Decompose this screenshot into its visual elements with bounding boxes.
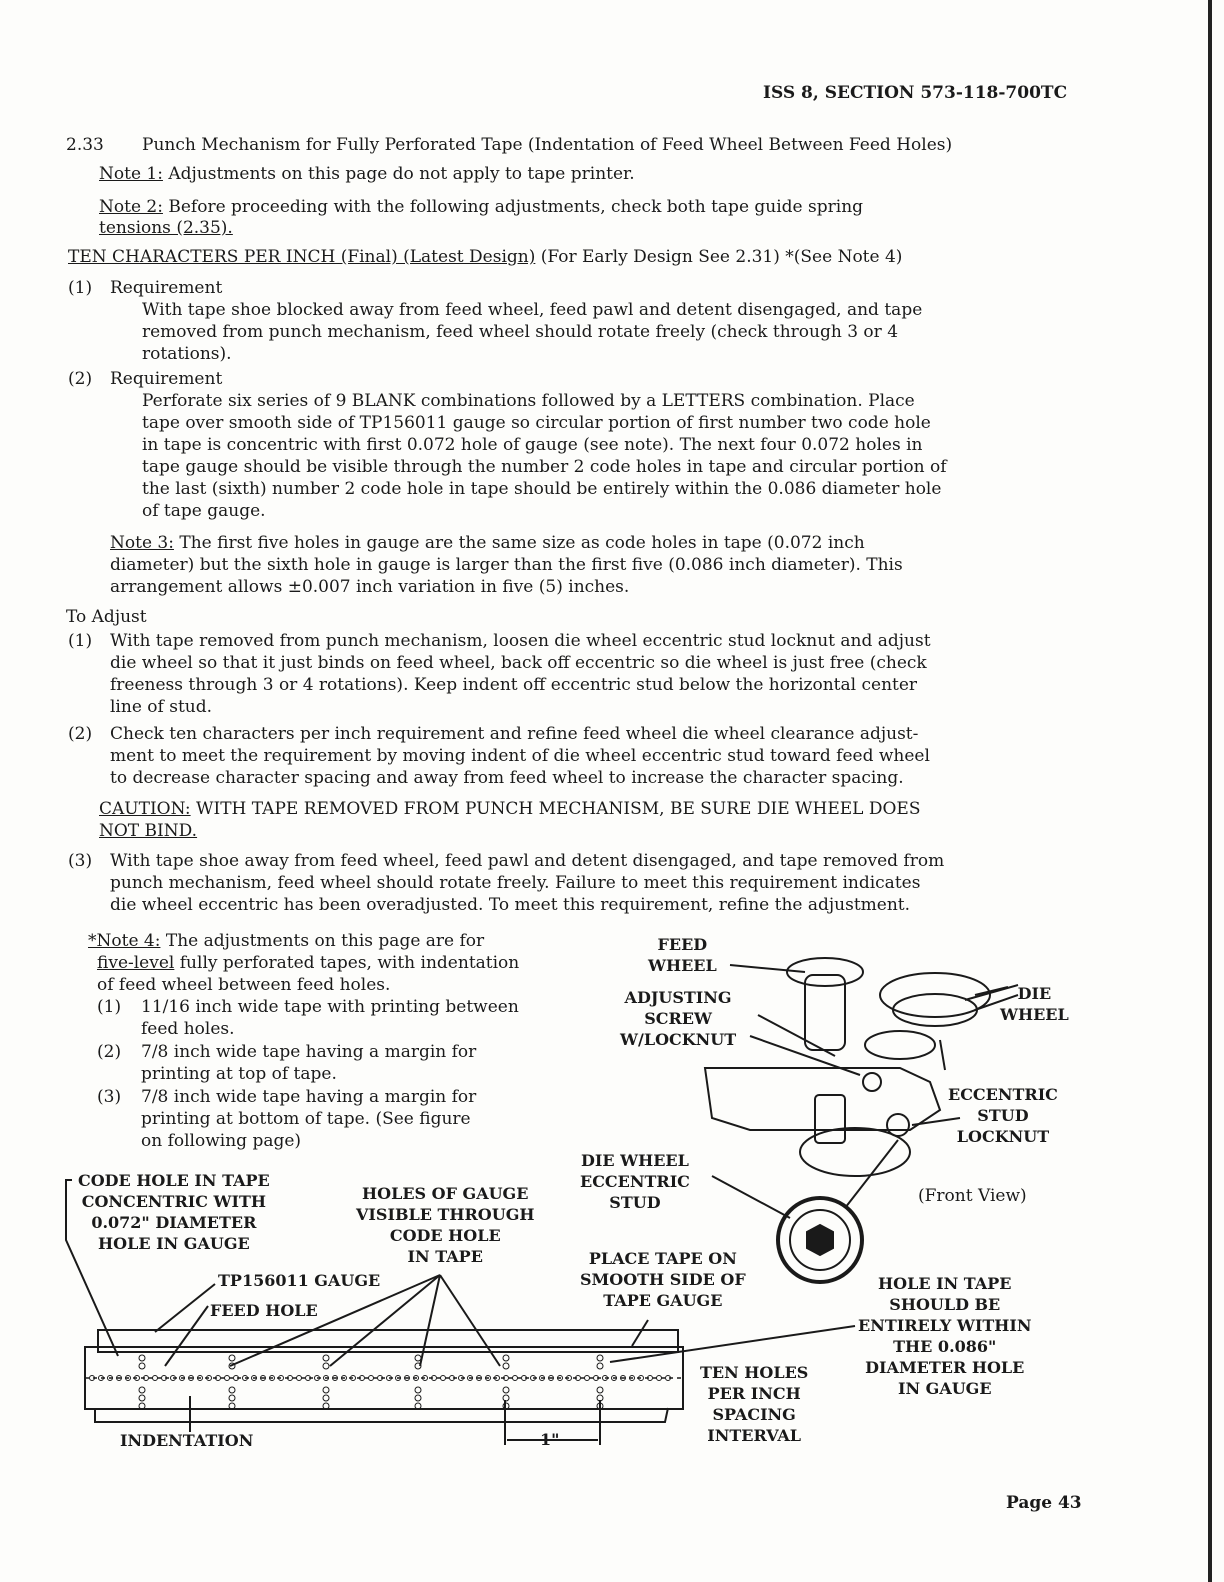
label-text: INTERVAL — [707, 1426, 802, 1445]
req2-label: Requirement — [110, 369, 223, 389]
note4-item-line: 11/16 inch wide tape with printing between — [141, 997, 519, 1017]
label-text: SMOOTH SIDE OF — [580, 1270, 746, 1289]
label-text: SHOULD BE — [889, 1295, 1001, 1314]
code-hole — [597, 1387, 603, 1393]
label-front-view: (Front View) — [918, 1186, 1027, 1206]
feed-hole — [657, 1376, 662, 1381]
eccentric-stud-locknut — [887, 1114, 909, 1136]
adjust-step2-line: ment to meet the requirement by moving indent of die wheel eccentric stud toward feed wheel — [110, 746, 930, 766]
note1-label: Note 1: — [99, 164, 163, 184]
label-text: PLACE TAPE ON — [588, 1249, 737, 1268]
label-ten-holes — [700, 1362, 808, 1446]
label-text: TAPE GAUGE — [603, 1291, 723, 1310]
adjust-step1-line: freeness through 3 or 4 rotations). Keep indent off eccentric stud below the horizontal center — [110, 675, 918, 695]
label-die-wheel-eccentric-stud — [580, 1150, 690, 1213]
adjust-step1-line: die wheel so that it just binds on feed wheel, back off eccentric so die wheel is just free (check — [110, 653, 927, 673]
code-hole — [323, 1387, 329, 1393]
mounting-plate — [705, 1068, 940, 1130]
adjust-step3-line: With tape shoe away from feed wheel, feed pawl and detent disengaged, and tape removed from — [110, 851, 945, 871]
adjust-step3-line: punch mechanism, feed wheel should rotate freely. Failure to meet this requirement indicates — [110, 873, 921, 893]
code-hole — [597, 1363, 603, 1369]
label-text: FEED — [657, 935, 708, 954]
adjust-step2-line: to decrease character spacing and away from feed wheel to increase the character spacing. — [110, 768, 904, 788]
code-hole — [323, 1395, 329, 1401]
note1-text: Adjustments on this page do not apply to tape printer. — [168, 164, 635, 184]
feed-hole — [297, 1376, 302, 1381]
caution-text-cont: NOT BIND. — [99, 821, 198, 841]
code-hole — [323, 1355, 329, 1361]
req2-line: of tape gauge. — [142, 501, 266, 521]
label-text: STUD — [977, 1106, 1029, 1125]
label-text: ECCENTRIC — [580, 1172, 690, 1191]
die-wheel-hub — [865, 1031, 935, 1059]
label-text: ENTIRELY WITHIN — [858, 1316, 1032, 1335]
label-hole-in-tape — [858, 1273, 1032, 1399]
label-text: W/LOCKNUT — [620, 1030, 737, 1049]
adjusting-screw-nut — [863, 1073, 881, 1091]
label-text: CONCENTRIC WITH — [81, 1192, 267, 1211]
label-text: PER INCH — [707, 1384, 801, 1403]
note3-line: arrangement allows ±0.007 inch variation in five (5) inches. — [110, 577, 630, 597]
label-feed-wheel — [648, 934, 717, 976]
adjust-step3-number: (3) — [68, 851, 93, 871]
eccentric-shaft — [815, 1095, 845, 1143]
label-one-inch: 1" — [540, 1430, 560, 1449]
req1-line: rotations). — [142, 344, 232, 364]
note4-line: The adjustments on this page are for — [160, 931, 485, 951]
code-hole — [139, 1395, 145, 1401]
caution-text: WITH TAPE REMOVED FROM PUNCH MECHANISM, BE SURE DIE WHEEL DOES — [190, 799, 921, 819]
label-text: WHEEL — [648, 956, 717, 975]
label-gauge: TP156011 GAUGE — [218, 1271, 381, 1290]
code-hole — [503, 1355, 509, 1361]
label-text: TEN HOLES — [700, 1363, 809, 1382]
code-hole — [139, 1355, 145, 1361]
note3-line: diameter) but the sixth hole in gauge is larger than the first five (0.086 inch diameter). This — [110, 555, 903, 575]
code-hole — [415, 1355, 421, 1361]
feed-hole — [153, 1376, 158, 1381]
paragraph-number: 2.33 — [66, 135, 104, 155]
req2-line: tape gauge should be visible through the number 2 code holes in tape and circular portion of — [142, 457, 947, 477]
req2-line: the last (sixth) number 2 code hole in tape should be entirely within the 0.086 diameter hole — [142, 479, 942, 499]
code-hole — [503, 1363, 509, 1369]
label-text: HOLES OF GAUGE — [362, 1184, 529, 1203]
code-hole — [229, 1355, 235, 1361]
note4-item-number: (2) — [97, 1042, 122, 1062]
note3-line: The first five holes in gauge are the same size as code holes in tape (0.072 inch — [173, 533, 865, 553]
note3-label: Note 3: — [110, 533, 174, 553]
adjust-step1-line: line of stud. — [110, 697, 213, 717]
label-holes-visible — [356, 1183, 534, 1267]
req1-line: removed from punch mechanism, feed wheel should rotate freely (check through 3 or 4 — [142, 322, 899, 342]
label-text: SPACING — [712, 1405, 796, 1424]
req2-line: in tape is concentric with first 0.072 hole of gauge (see note). The next four 0.072 holes in — [142, 435, 923, 455]
tape-gauge-strip — [98, 1330, 678, 1352]
adjust-step2-number: (2) — [68, 724, 93, 744]
code-hole — [139, 1387, 145, 1393]
label-indentation: INDENTATION — [120, 1431, 254, 1450]
note4-item-line: 7/8 inch wide tape having a margin for — [141, 1087, 477, 1107]
note4-item-line: printing at top of tape. — [141, 1064, 337, 1084]
label-place-tape — [580, 1248, 746, 1311]
section-title: Punch Mechanism for Fully Perforated Tape (Indentation of Feed Wheel Between Feed Holes) — [142, 135, 953, 155]
code-hole — [139, 1363, 145, 1369]
label-text: DIAMETER HOLE — [865, 1358, 1025, 1377]
to-adjust-label: To Adjust — [66, 607, 147, 627]
label-text: DIE — [1017, 984, 1052, 1003]
note4-item-line: feed holes. — [141, 1019, 235, 1039]
note2-label: Note 2: — [99, 197, 163, 217]
label-text: 0.072" DIAMETER — [91, 1213, 257, 1232]
req1-number: (1) — [68, 278, 93, 298]
feed-hole — [585, 1376, 590, 1381]
note4-item-line: printing at bottom of tape. (See figure — [141, 1109, 471, 1129]
code-hole — [415, 1387, 421, 1393]
req1-line: With tape shoe blocked away from feed wheel, feed pawl and detent disengaged, and tape — [142, 300, 923, 320]
note2-text-cont: tensions (2.35). — [99, 218, 233, 238]
label-text: LOCKNUT — [956, 1127, 1050, 1146]
note4-label: *Note 4: — [88, 931, 161, 951]
feed-hole — [441, 1376, 446, 1381]
label-text: IN GAUGE — [897, 1379, 992, 1398]
section-header: ISS 8, SECTION 573-118-700TC — [763, 83, 1068, 103]
note4-item-number: (3) — [97, 1087, 122, 1107]
adjust-step2-line: Check ten characters per inch requirement and refine feed wheel die wheel clearance adjust- — [110, 724, 919, 744]
code-hole — [503, 1387, 509, 1393]
label-text: CODE HOLE IN TAPE — [78, 1171, 270, 1190]
note4-item-line: on following page) — [141, 1131, 302, 1151]
feed-hole — [225, 1376, 230, 1381]
note4-five-level: five-level — [97, 953, 175, 973]
code-hole — [597, 1355, 603, 1361]
label-adjusting-screw — [620, 987, 736, 1050]
note4-item-line: 7/8 inch wide tape having a margin for — [141, 1042, 477, 1062]
label-feed-hole: FEED HOLE — [210, 1301, 318, 1320]
note2-text: Before proceeding with the following adjustments, check both tape guide spring — [168, 197, 864, 217]
label-code-hole-concentric — [78, 1170, 270, 1254]
label-text: VISIBLE THROUGH — [356, 1205, 535, 1224]
req1-label: Requirement — [110, 278, 223, 298]
code-hole — [229, 1395, 235, 1401]
label-text: DIE WHEEL — [581, 1151, 689, 1170]
die-wheel-inner — [893, 994, 977, 1026]
req2-line: Perforate six series of 9 BLANK combinations followed by a LETTERS combination. Place — [142, 391, 915, 411]
label-text: THE 0.086" — [893, 1337, 997, 1356]
label-text: STUD — [609, 1193, 661, 1212]
label-text: CODE HOLE — [389, 1226, 501, 1245]
label-text: ECCENTRIC — [948, 1085, 1058, 1104]
code-hole — [323, 1363, 329, 1369]
page-number: Page 43 — [1006, 1493, 1082, 1513]
adjust-step1-line: With tape removed from punch mechanism, loosen die wheel eccentric stud locknut and adjust — [110, 631, 931, 651]
req2-number: (2) — [68, 369, 93, 389]
adjustment-heading-ref: (For Early Design See 2.31) *(See Note 4) — [535, 247, 903, 267]
feed-hole — [369, 1376, 374, 1381]
label-text: WHEEL — [1000, 1005, 1069, 1024]
note4-item-number: (1) — [97, 997, 122, 1017]
label-text: HOLE IN GAUGE — [98, 1234, 250, 1253]
label-text: SCREW — [644, 1009, 712, 1028]
label-text: ADJUSTING — [624, 988, 732, 1007]
label-text: IN TAPE — [407, 1247, 483, 1266]
adjust-step1-number: (1) — [68, 631, 93, 651]
label-die-wheel — [1000, 983, 1069, 1025]
feed-hole — [513, 1376, 518, 1381]
label-eccentric-stud-locknut — [948, 1084, 1058, 1147]
tape-holes — [90, 1355, 671, 1409]
adjustment-heading: TEN CHARACTERS PER INCH (Final) (Latest Design) — [68, 247, 536, 267]
note4-line: of feed wheel between feed holes. — [97, 975, 391, 995]
label-text: HOLE IN TAPE — [878, 1274, 1012, 1293]
req2-line: tape over smooth side of TP156011 gauge so circular portion of first number two code hole — [142, 413, 931, 433]
adjust-step3-line: die wheel eccentric has been overadjusted. To meet this requirement, refine the adjustment. — [110, 895, 911, 915]
caution-label: CAUTION: — [99, 799, 191, 819]
code-hole — [229, 1387, 235, 1393]
code-hole — [415, 1395, 421, 1401]
note4-line: fully perforated tapes, with indentation — [174, 953, 520, 973]
